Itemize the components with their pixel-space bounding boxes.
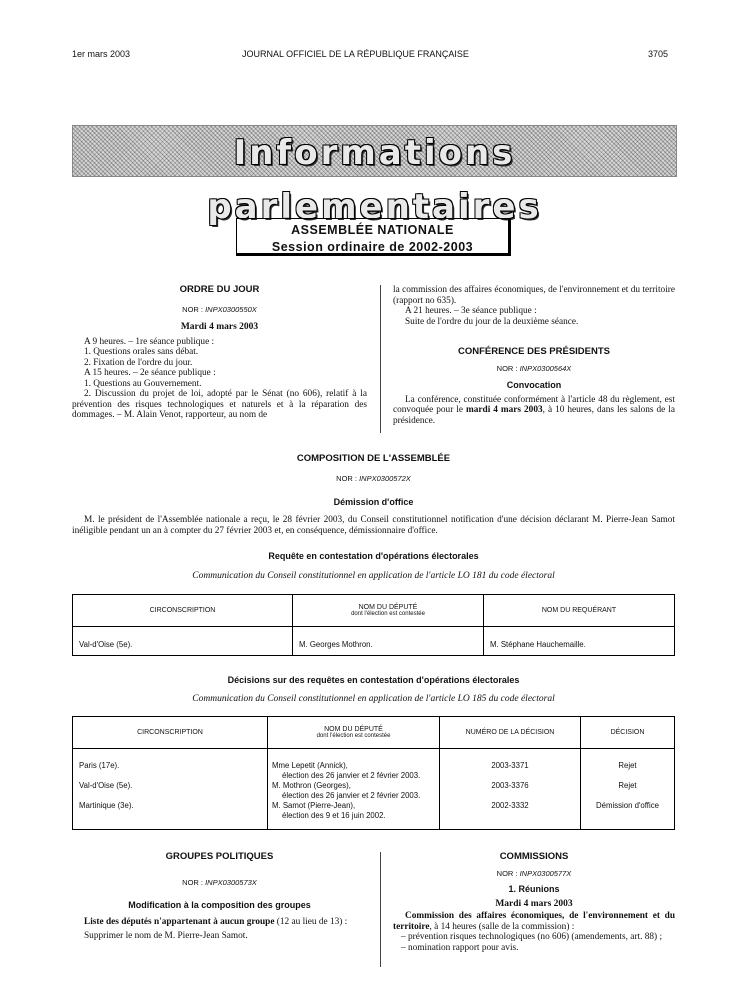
table-row bbox=[73, 749, 675, 830]
conference-text-a: La conférence, constituée conformément à l'article 48 du règlement, est convoquée pour le bbox=[393, 394, 675, 415]
ordre-nor bbox=[72, 305, 367, 316]
requete-subtitle: Communication du Conseil constitutionnel en application de l'article LO 181 du code électoral bbox=[192, 571, 555, 581]
requete-table bbox=[72, 594, 675, 656]
nor-code: INPX0300572X bbox=[359, 474, 411, 483]
groupes-heading: GROUPES POLITIQUES bbox=[165, 851, 274, 862]
table-header: DÉCISION bbox=[581, 717, 675, 749]
ordre-line: 1. Questions au Gouvernement. bbox=[84, 378, 202, 389]
nor-prefix: NOR : bbox=[496, 363, 520, 373]
column-divider bbox=[380, 852, 381, 967]
nor-code: INPX0300573X bbox=[205, 877, 257, 887]
nor-code: INPX0300577X bbox=[519, 868, 572, 878]
table-cell bbox=[73, 749, 268, 830]
suite-ordre: Suite de l'ordre du jour de la deuxième séance. bbox=[405, 316, 579, 327]
header-subline: dont l'élection est contestée bbox=[316, 732, 391, 739]
ordre-lines bbox=[72, 337, 367, 421]
conference-date: mardi 4 mars 2003 bbox=[466, 405, 543, 415]
commission-item: – nomination rapport pour avis. bbox=[401, 942, 519, 953]
header-subline: dont l'élection est contestée bbox=[351, 610, 425, 617]
table-header: CIRCONSCRIPTION bbox=[73, 717, 268, 749]
conference-text-b: , à 10 heures, dans les salons de la présidence. bbox=[393, 405, 676, 426]
table-cell bbox=[440, 749, 581, 830]
nor-prefix: NOR : bbox=[336, 474, 360, 483]
groupes-liste bbox=[72, 917, 367, 928]
nor-code: INPX0300550X bbox=[205, 304, 257, 314]
composition-nor bbox=[72, 474, 675, 483]
decision-number-cell: 2002-3332 bbox=[491, 801, 529, 810]
decisions-subtitle: Communication du Conseil constitutionnel en application de l'article LO 185 du code électoral bbox=[192, 694, 555, 704]
commissions-nor bbox=[393, 869, 675, 880]
commission-rest: , à 14 heures (salle de la commission) : bbox=[429, 921, 575, 932]
header-line: NOM DU DÉPUTÉ bbox=[358, 603, 418, 611]
commissions-date: Mardi 4 mars 2003 bbox=[495, 898, 573, 909]
assembly-title-box bbox=[236, 218, 511, 256]
demission-text: M. le président de l'Assemblée nationale a reçu, le 28 février 2003, du Conseil constitutionnel notification d'une décision déclarant M. Pierre-Jean Samot inéligible pendant un an à compter du 27 février 2003 et, en conséquence, démissionnaire d'office. bbox=[72, 515, 675, 536]
table-header bbox=[268, 717, 440, 749]
demission-title: Démission d'office bbox=[333, 497, 414, 507]
header-line: NOM DU DÉPUTÉ bbox=[324, 725, 383, 733]
header-page-number: 3705 bbox=[648, 49, 669, 59]
composition-heading: COMPOSITION DE L'ASSEMBLÉE bbox=[296, 453, 451, 464]
commissions-section bbox=[393, 852, 675, 953]
depute-cell: M. Samot (Pierre-Jean), bbox=[272, 801, 356, 810]
table-row bbox=[73, 627, 675, 656]
election-cell: élection des 26 janvier et 2 février 2003. bbox=[282, 771, 421, 780]
ordre-heading: ORDRE DU JOUR bbox=[179, 284, 260, 295]
depute-cell: Mme Lepetit (Annick), bbox=[272, 761, 348, 770]
ordre-line: 2. Fixation de l'ordre du jour. bbox=[84, 357, 193, 368]
decision-number-cell: 2003-3371 bbox=[491, 761, 529, 770]
commissions-subheading: 1. Réunions bbox=[508, 884, 560, 894]
liste-bold: Liste des députés n'appartenant à aucun groupe bbox=[84, 916, 275, 927]
session-name: Session ordinaire de 2002-2003 bbox=[271, 240, 474, 254]
conference-subheading: Convocation bbox=[506, 380, 562, 390]
header-journal-title: JOURNAL OFFICIEL DE LA RÉPUBLIQUE FRANÇAISE bbox=[242, 49, 469, 59]
table-cell: M. Georges Mothron. bbox=[293, 627, 484, 656]
nor-code: INPX0300564X bbox=[519, 363, 572, 373]
table-cell: Val-d'Oise (5e). bbox=[73, 627, 293, 656]
conference-section bbox=[393, 347, 675, 426]
commission-item: – prévention risques technologiques (no 606) (amendements, art. 88) ; bbox=[401, 932, 663, 942]
commissions-heading: COMMISSIONS bbox=[499, 851, 569, 862]
decisions-title: Décisions sur des requêtes en contestation d'opérations électorales bbox=[227, 675, 520, 685]
circonscription-cell: Martinique (3e). bbox=[79, 801, 134, 810]
table-cell bbox=[268, 749, 440, 830]
ordre-paragraph-cont: la commission des affaires économiques, de l'environnement et du territoire (rapport no 635). bbox=[393, 285, 675, 306]
ordre-du-jour-section bbox=[72, 285, 367, 421]
groupes-subheading: Modification à la composition des groupes bbox=[128, 900, 311, 910]
ordre-line: 1. Questions orales sans débat. bbox=[84, 347, 199, 357]
ordre-date: Mardi 4 mars 2003 bbox=[180, 322, 259, 332]
depute-cell: M. Mothron (Georges), bbox=[272, 781, 351, 790]
circonscription-cell: Val-d'Oise (5e). bbox=[79, 781, 133, 790]
circonscription-cell: Paris (17e). bbox=[79, 761, 120, 770]
table-header: CIRCONSCRIPTION bbox=[73, 595, 293, 627]
ordre-continued bbox=[393, 285, 675, 327]
ordre-line: A 15 heures. – 2e séance publique : bbox=[84, 368, 216, 378]
column-divider bbox=[380, 285, 381, 433]
commission-text bbox=[393, 911, 675, 932]
table-cell bbox=[581, 749, 675, 830]
decision-number-cell: 2003-3376 bbox=[491, 781, 529, 790]
header-date: 1er mars 2003 bbox=[72, 49, 131, 59]
table-header bbox=[293, 595, 484, 627]
seance-3: A 21 heures. – 3e séance publique : bbox=[405, 306, 537, 316]
conference-text bbox=[393, 395, 675, 427]
assembly-name: ASSEMBLÉE NATIONALE bbox=[291, 223, 454, 237]
groupes-nor bbox=[72, 878, 367, 889]
commission-name: Commission des affaires économiques, de l'environnement et du territoire bbox=[393, 911, 675, 932]
conference-nor bbox=[393, 364, 675, 375]
decision-cell: Démission d'office bbox=[596, 801, 659, 810]
conference-heading: CONFÉRENCE DES PRÉSIDENTS bbox=[457, 346, 611, 357]
nor-prefix: NOR : bbox=[182, 304, 206, 314]
election-cell: élection des 26 janvier et 2 février 2003. bbox=[282, 791, 421, 800]
ordre-line: A 9 heures. – 1re séance publique : bbox=[84, 336, 215, 347]
table-header: NUMÉRO DE LA DÉCISION bbox=[440, 717, 581, 749]
table-cell: M. Stéphane Hauchemaille. bbox=[484, 627, 675, 656]
nor-prefix: NOR : bbox=[182, 877, 206, 887]
groupes-section bbox=[72, 852, 367, 942]
decision-cell: Rejet bbox=[618, 781, 637, 790]
title-banner bbox=[72, 125, 677, 227]
table-header: NOM DU REQUÉRANT bbox=[484, 595, 675, 627]
liste-rest: (12 au lieu de 13) : bbox=[274, 916, 348, 927]
decision-cell: Rejet bbox=[618, 761, 637, 770]
ordre-paragraph: 2. Discussion du projet de loi, adopté par le Sénat (no 606), relatif à la prévention des risques technologiques et naturels et à la réparation des dommages. – M. Alain Venot, rapporteur, au nom de bbox=[72, 389, 367, 420]
requete-title: Requête en contestation d'opérations électorales bbox=[268, 551, 479, 561]
election-cell: élection des 9 et 16 juin 2002. bbox=[282, 811, 386, 820]
banner-title: Informations parlementaires bbox=[207, 133, 542, 227]
nor-prefix: NOR : bbox=[496, 868, 520, 878]
groupes-supprimer: Supprimer le nom de M. Pierre-Jean Samot. bbox=[84, 931, 248, 941]
decisions-table bbox=[72, 716, 675, 830]
